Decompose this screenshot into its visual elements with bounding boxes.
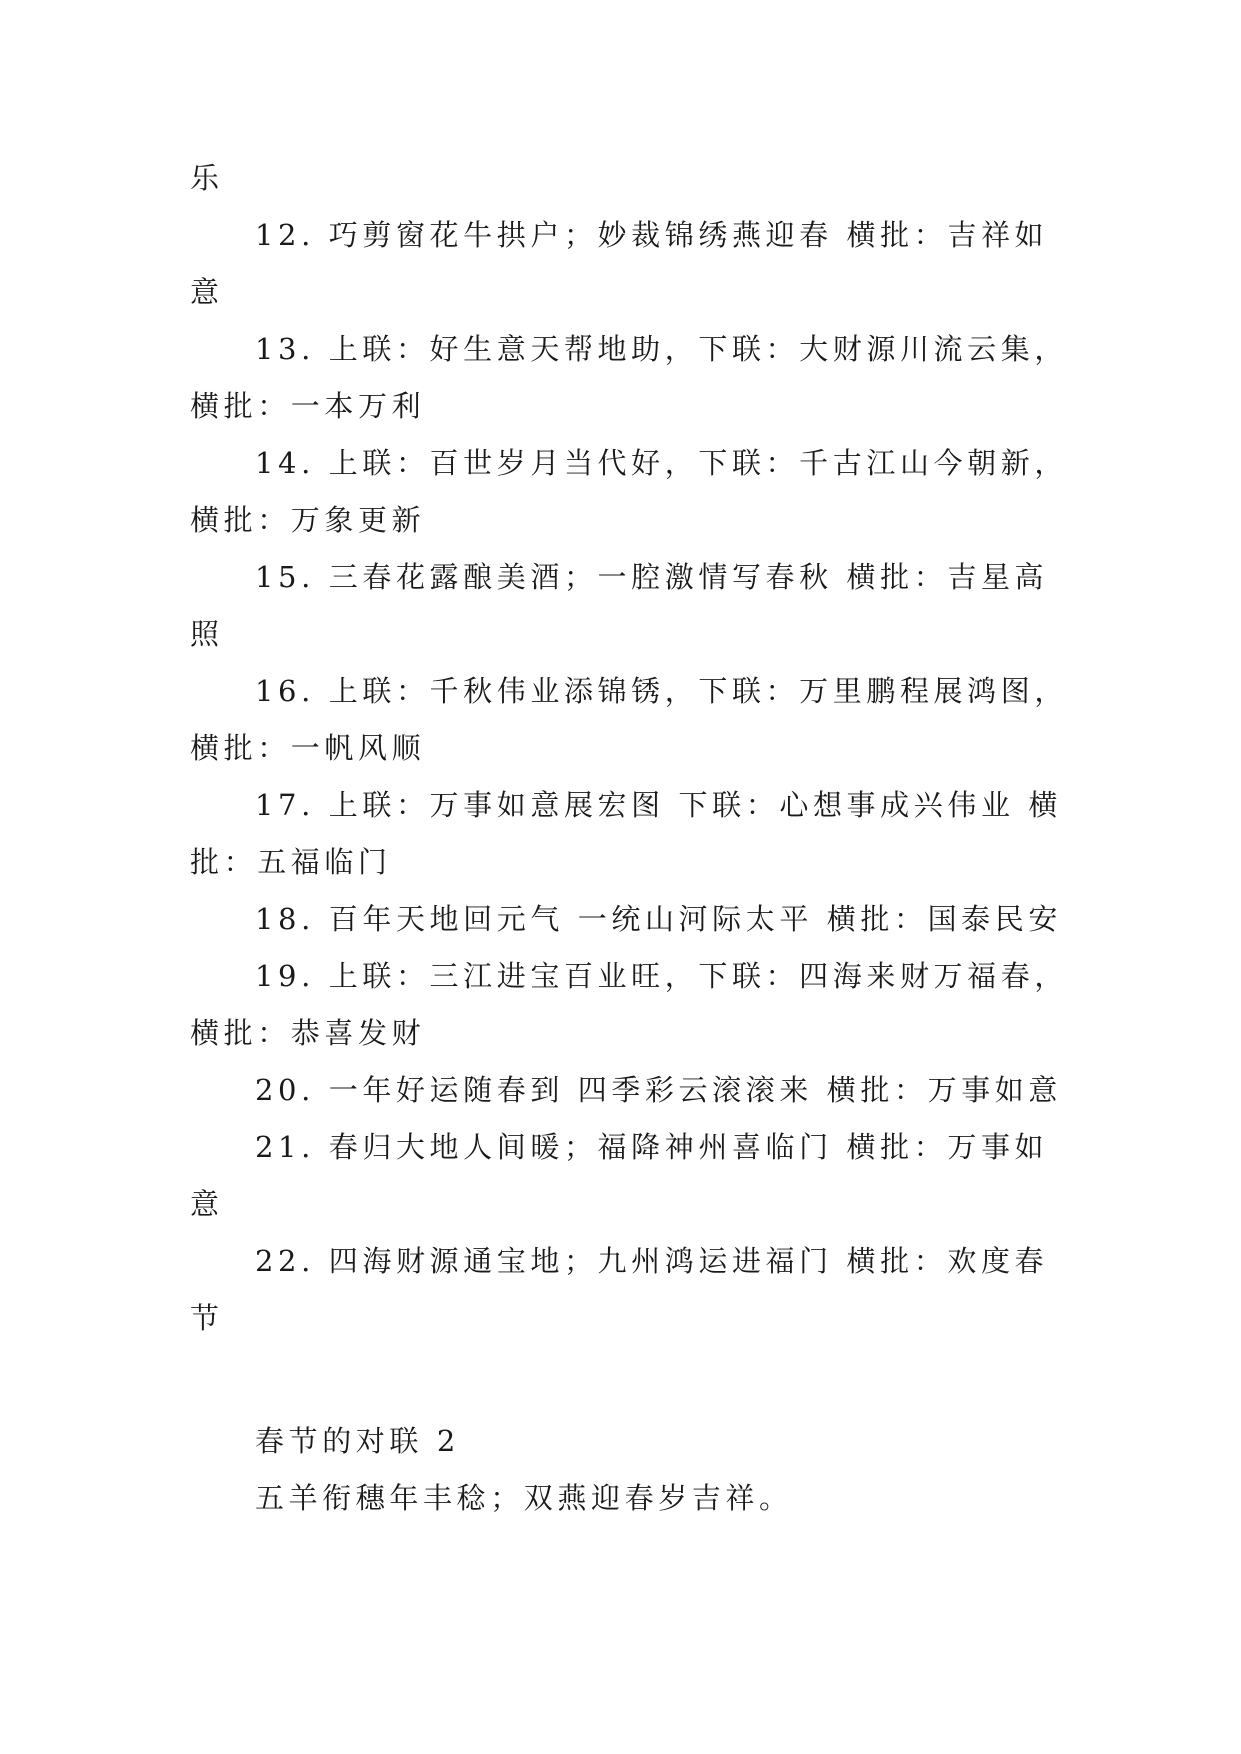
text-line: 意 bbox=[190, 275, 224, 309]
couplet-item-22: 22. 四海财源通宝地；九州鸿运进福门 横批：欢度春 bbox=[255, 1244, 1049, 1278]
couplet-item-18: 18. 百年天地回元气 一统山河际太平 横批：国泰民安 bbox=[255, 902, 1062, 936]
text-line: 横批：一本万利 bbox=[190, 389, 426, 423]
couplet-item-14: 14. 上联：百世岁月当代好，下联：千古江山今朝新， bbox=[255, 446, 1068, 480]
text-line: 横批：一帆风顺 bbox=[190, 731, 426, 765]
text-line: 横批：万象更新 bbox=[190, 503, 426, 537]
couplet-item-15: 15. 三春花露酿美酒；一腔激情写春秋 横批：吉星高 bbox=[255, 560, 1049, 594]
couplet-item-16: 16. 上联：千秋伟业添锦锈，下联：万里鹏程展鸿图， bbox=[255, 674, 1068, 708]
text-line: 五羊衔穗年丰稔；双燕迎春岁吉祥。 bbox=[255, 1481, 793, 1515]
text-line: 意 bbox=[190, 1187, 224, 1221]
section-heading: 春节的对联 2 bbox=[255, 1424, 460, 1458]
text-line: 横批：恭喜发财 bbox=[190, 1016, 426, 1050]
couplet-item-19: 19. 上联：三江进宝百业旺，下联：四海来财万福春， bbox=[255, 959, 1068, 993]
text-line: 乐 bbox=[190, 161, 224, 195]
text-line: 批：五福临门 bbox=[190, 845, 392, 879]
couplet-item-12: 12. 巧剪窗花牛拱户；妙裁锦绣燕迎春 横批：吉祥如 bbox=[255, 218, 1049, 252]
couplet-item-13: 13. 上联：好生意天帮地助，下联：大财源川流云集， bbox=[255, 332, 1068, 366]
text-line: 照 bbox=[190, 617, 224, 651]
text-line: 节 bbox=[190, 1301, 224, 1335]
couplet-item-20: 20. 一年好运随春到 四季彩云滚滚来 横批：万事如意 bbox=[255, 1073, 1062, 1107]
couplet-item-21: 21. 春归大地人间暖；福降神州喜临门 横批：万事如 bbox=[255, 1130, 1049, 1164]
couplet-item-17: 17. 上联：万事如意展宏图 下联：心想事成兴伟业 横 bbox=[255, 788, 1062, 822]
